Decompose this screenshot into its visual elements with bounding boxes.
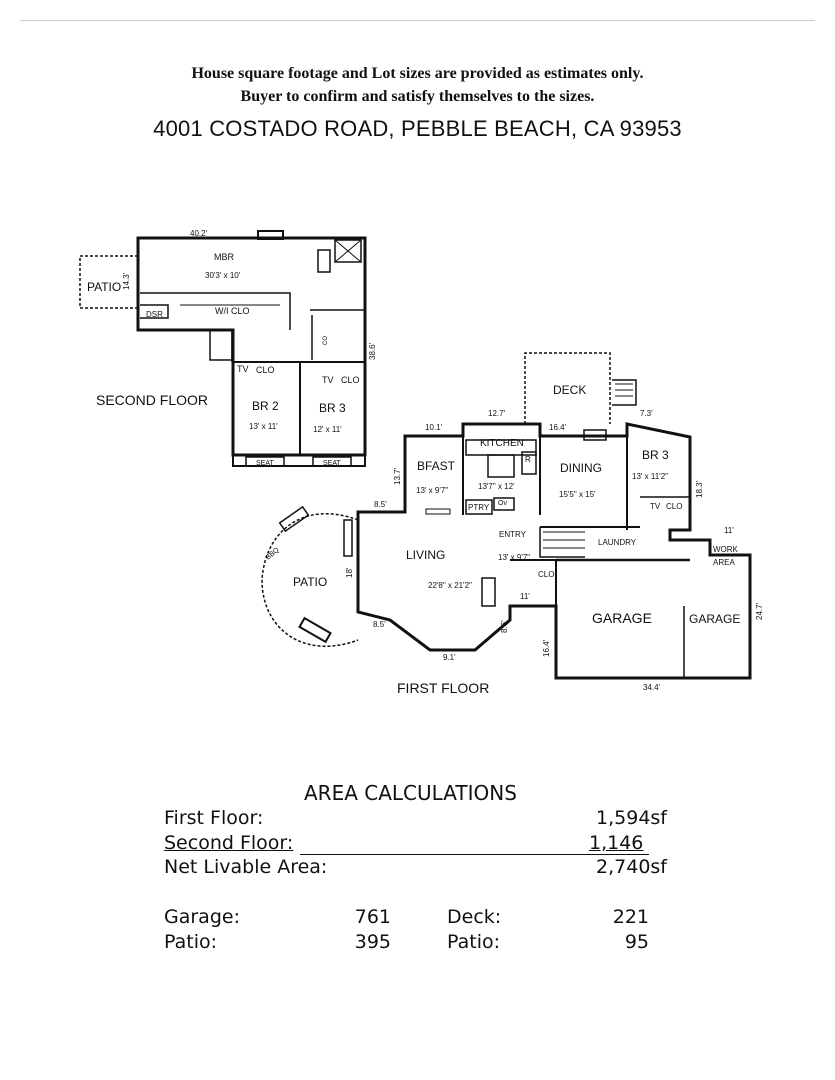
- property-address: 4001 COSTADO ROAD, PEBBLE BEACH, CA 93953: [153, 116, 682, 141]
- clo-label-1: CLO: [256, 365, 275, 375]
- r-label: R: [525, 455, 531, 464]
- deck-area-value: 221: [612, 906, 649, 928]
- patio-value-1: 395: [354, 931, 391, 953]
- tv-label-1: TV: [237, 364, 249, 374]
- garage-label: Garage:: [164, 906, 240, 928]
- sf-dim-left: 14.3': [122, 272, 131, 290]
- ff-dim-d9: 18': [345, 567, 354, 578]
- ff-dim-d4: 7.3': [640, 409, 653, 418]
- co-label: CO: [323, 336, 329, 345]
- mbr-label: MBR: [214, 252, 234, 262]
- tv-label-1f: TV: [650, 502, 661, 511]
- br2-label: BR 2: [252, 399, 279, 413]
- ff-dim-d12: 8.6': [500, 620, 509, 633]
- ff-dim-d8: 11': [724, 526, 734, 535]
- sf-patio-label: PATIO: [87, 280, 122, 294]
- seat-label-1: SEAT: [256, 460, 274, 467]
- first-floor-row-label: First Floor:: [164, 807, 264, 829]
- sf-dim-top: 40.2': [190, 229, 208, 238]
- area-calc-title: AREA CALCULATIONS: [304, 781, 517, 805]
- net-livable-row-value: 2,740sf: [596, 856, 667, 878]
- ff-dim-d15: 34.4': [643, 683, 661, 692]
- br3-size-2f: 12' x 11': [313, 425, 342, 434]
- bfast-label: BFAST: [417, 459, 456, 473]
- entry-label: ENTRY: [499, 530, 526, 539]
- laundry-label: LAUNDRY: [598, 538, 637, 547]
- first-floor-label: FIRST FLOOR: [397, 680, 490, 696]
- mbr-size: 30'3' x 10': [205, 271, 241, 280]
- work-area-label-1: WORK: [713, 545, 738, 554]
- br3-label-2f: BR 3: [319, 401, 346, 415]
- deck-label: DECK: [553, 383, 587, 397]
- entry-size: 13' x 9'7": [498, 553, 531, 562]
- patio-label-1: Patio:: [164, 931, 218, 953]
- ff-dim-d1: 12.7': [488, 409, 506, 418]
- ff-patio-label: PATIO: [293, 575, 328, 589]
- ff-dim-d6: 8.5': [374, 500, 387, 509]
- kitchen-size: 13'7" x 12': [478, 482, 515, 491]
- ff-dim-d16: 24.7': [755, 602, 764, 620]
- ff-dim-d11: 11': [520, 592, 530, 601]
- garage-label-1: GARAGE: [592, 610, 652, 626]
- deck-area-label: Deck:: [447, 906, 502, 928]
- ff-dim-d2: 10.1': [425, 423, 443, 432]
- ff-dim-d7: 18.3': [695, 480, 704, 498]
- dining-size: 15'5" x 15': [559, 490, 596, 499]
- seat-label-2: SEAT: [323, 460, 341, 467]
- kitchen-label: KITCHEN: [480, 438, 524, 449]
- second-floor-row-label: Second Floor:: [164, 832, 294, 854]
- dsr-label: DSR: [146, 310, 163, 319]
- ff-dim-d3: 16.4': [549, 423, 567, 432]
- ff-dim-d5: 13.7': [393, 467, 402, 485]
- clo-label-2: CLO: [341, 375, 360, 385]
- ff-dim-d14: 16.4': [542, 639, 551, 657]
- patio-value-2: 95: [624, 931, 649, 953]
- work-area-label-2: AREA: [713, 558, 735, 567]
- dining-label: DINING: [560, 461, 602, 475]
- disclaimer-line-2: Buyer to confirm and satisfy themselves to the sizes.: [240, 88, 595, 105]
- ff-dim-d13: 9.1': [443, 653, 456, 662]
- first-floor-row-value: 1,594sf: [596, 807, 667, 829]
- sf-dim-right: 38.6': [368, 342, 377, 360]
- br2-size: 13' x 11': [249, 422, 278, 431]
- sum-underline: [300, 854, 649, 855]
- br3-label-1f: BR 3: [642, 448, 669, 462]
- living-size: 22'8" x 21'2": [428, 581, 472, 590]
- garage-label-2: GARAGE: [689, 612, 741, 626]
- ov-label: Ov: [498, 500, 507, 507]
- net-livable-row-label: Net Livable Area:: [164, 856, 328, 878]
- living-label: LIVING: [406, 548, 446, 562]
- second-floor-label: SECOND FLOOR: [96, 392, 209, 408]
- br3-size-1f: 13' x 11'2": [632, 472, 668, 481]
- bfast-size: 13' x 9'7": [416, 486, 449, 495]
- clo-label-1f: CLO: [666, 502, 683, 511]
- tv-label-2: TV: [322, 375, 334, 385]
- wclo-label: W/I CLO: [215, 306, 250, 316]
- ptry-label: PTRY: [468, 503, 490, 512]
- clo2-label: CLO: [538, 570, 555, 579]
- bbq-label: BBQ: [264, 546, 281, 562]
- ff-dim-d10: 8.5': [373, 620, 386, 629]
- patio-label-2: Patio:: [447, 931, 501, 953]
- garage-value: 761: [354, 906, 391, 928]
- second-floor-row-value: 1,146: [589, 832, 644, 854]
- disclaimer-line-1: House square footage and Lot sizes are provided as estimates only.: [191, 65, 644, 82]
